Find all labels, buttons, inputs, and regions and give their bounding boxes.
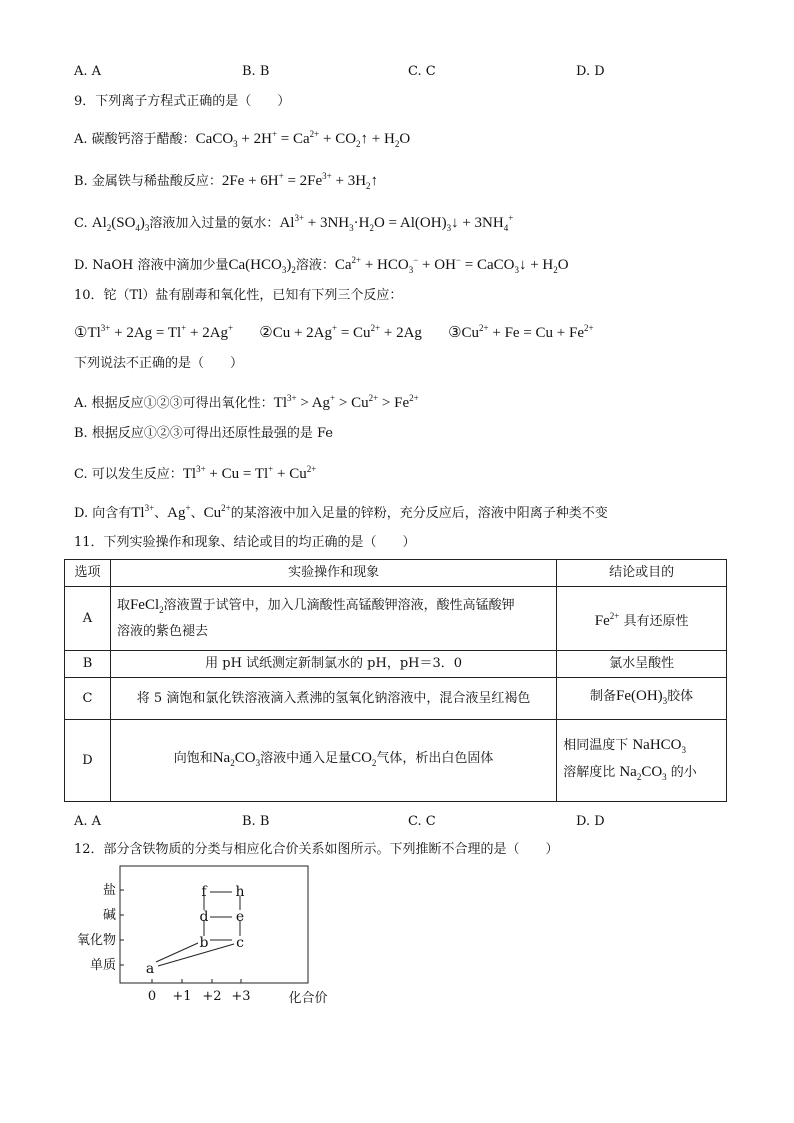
- header-option: 选项: [65, 560, 111, 587]
- q9-d-label-pre: D. NaOH 溶液中滴加少量: [74, 258, 229, 273]
- row-c-product: $Fe(OH)_3$: [616, 688, 668, 706]
- q10-a-label: A. 根据反应①②③可得出氧化性：: [74, 396, 274, 411]
- row-c-concl-post: 胶体: [667, 689, 694, 704]
- q9-c-label-pre: C.: [74, 216, 92, 231]
- row-d-conclusion: [557, 720, 727, 802]
- y-label-oxide: 氧化物: [76, 933, 116, 948]
- q10-option-b: B. 根据反应①②③可得出还原性最强的是 Fe: [74, 426, 333, 441]
- q10-d-sep-2: 、: [190, 506, 204, 521]
- row-a-option: A: [65, 587, 111, 651]
- row-c-option: C: [65, 678, 111, 720]
- q10-option-c: [74, 459, 316, 485]
- row-d-op-pre: 向饱和: [173, 751, 213, 766]
- x-label-1: +1: [172, 989, 192, 1004]
- q10-d-ion-1: $Tl^{3+}$: [131, 503, 155, 521]
- x-label-0: 0: [147, 989, 157, 1004]
- q10-reaction-2: ②Cu + $2Ag^+ = Cu^{2+} + 2Ag$: [259, 323, 422, 341]
- q9-d-equation: $Ca^{2+} + HCO_3^- + OH^-$ = CaCO$_3$↓ + $H_2O$: [334, 255, 569, 275]
- q10-d-sep-1: 、: [154, 506, 168, 521]
- y-ticks: [120, 890, 124, 965]
- row-d-op-mid: 溶液中通入足量: [260, 751, 352, 766]
- q10-reaction-1: $①Tl^{3+} + 2Ag = Tl^+ + 2Ag^+$: [74, 323, 234, 341]
- row-d-operation: [110, 720, 556, 802]
- row-a-concl-post: 具有还原性: [619, 613, 689, 629]
- x-label-2: +2: [202, 989, 222, 1004]
- option-b: B. B: [242, 64, 270, 79]
- q12-stem: 12．部分含铁物质的分类与相应化合价关系如图所示。下列推断不合理的是（ ）: [74, 842, 559, 857]
- q11-stem: 11．下列实验操作和现象、结论或目的均正确的是（ ）: [74, 535, 416, 550]
- option-d: D. D: [576, 64, 605, 79]
- point-f: f: [201, 884, 207, 900]
- option-d: D. D: [576, 814, 605, 829]
- q9-c-reagent: $Al_2(SO_4)_3$: [91, 215, 150, 233]
- x-axis-title: 化合价: [288, 991, 328, 1006]
- header-operation: 实验操作和现象: [110, 560, 556, 587]
- point-c: c: [236, 935, 244, 951]
- diagram-connections: [156, 892, 240, 966]
- table-row: [65, 587, 727, 651]
- q10-stem: 10．铊（Tl）盐有剧毒和氧化性，已知有下列三个反应：: [74, 288, 403, 303]
- row-d-option: D: [65, 720, 111, 802]
- iron-valence-diagram: [60, 860, 380, 1015]
- row-b-conclusion: 氯水呈酸性: [557, 651, 727, 678]
- q10-option-d: [74, 498, 608, 524]
- row-c-concl-pre: 制备: [590, 689, 617, 704]
- row-c-operation: 将 5 滴饱和氯化铁溶液滴入煮沸的氢氧化钠溶液中，混合液呈红褐色: [110, 678, 556, 720]
- option-b: B. B: [242, 814, 270, 829]
- row-a-op-pre: 取: [116, 598, 130, 613]
- q10-d-label-post: 的某溶液中加入足量的锌粉，充分反应后，溶液中阳离子种类不变: [230, 506, 608, 521]
- option-c: C. C: [408, 64, 436, 79]
- row-d-reagent-2: $CO_2$: [351, 750, 377, 768]
- row-c-conclusion: [557, 678, 727, 720]
- header-conclusion: 结论或目的: [557, 560, 727, 587]
- y-label-salt: 盐: [102, 883, 116, 898]
- q10-c-label: C. 可以发生反应：: [74, 467, 183, 482]
- option-a: A. A: [74, 64, 102, 79]
- row-a-ion: $Fe^{2+}$: [594, 610, 620, 629]
- y-label-element: 单质: [89, 958, 116, 973]
- row-d-concl-line2-pre: 溶解度比: [563, 764, 620, 780]
- row-d-reagent-1: $Na_2CO_3$: [212, 750, 261, 768]
- x-ticks: [152, 979, 241, 983]
- table-row: [65, 720, 727, 802]
- q9-d-label-post: 溶液：: [295, 258, 335, 273]
- point-d: d: [199, 909, 209, 925]
- q10-d-ion-3: $Cu^{2+}$: [203, 503, 231, 521]
- row-a-op-post: 溶液置于试管中，加入几滴酸性高锰酸钾溶液，酸性高锰酸钾: [163, 598, 515, 613]
- row-a-conclusion: [557, 587, 727, 651]
- row-d-concl-line1-pre: 相同温度下: [563, 737, 633, 753]
- row-a-reagent: FeCl$_2$: [129, 597, 164, 615]
- row-a-op-line2: 溶液的紫色褪去: [116, 624, 208, 639]
- q10-option-a: [74, 388, 419, 414]
- q9-option-a: [74, 124, 410, 154]
- y-label-base: 碱: [102, 908, 116, 923]
- q9-d-reagent: $Ca(HCO_3)_2$: [228, 257, 296, 275]
- options-row-bottom: [74, 814, 634, 834]
- row-d-op-post: 气体，析出白色固体: [376, 751, 494, 766]
- row-d-concl-reagent-2: $Na_2CO_3$: [619, 763, 667, 782]
- point-b: b: [199, 935, 209, 951]
- q9-option-b: [74, 166, 378, 196]
- q10-sub-stem: 下列说法不正确的是（ ）: [74, 356, 244, 371]
- q10-reactions: [74, 318, 594, 344]
- table-header-row: [65, 560, 727, 587]
- q10-a-equation: $Tl^{3+} > Ag^+ > Cu^{2+} > Fe^{2+}$: [273, 393, 419, 411]
- q9-a-equation: CaCO$_3$ + $2H^+ = Ca^{2+}$ + $CO_2↑ + H_2O$: [195, 129, 411, 149]
- q9-option-d: [74, 250, 569, 280]
- option-c: C. C: [408, 814, 436, 829]
- point-a: a: [145, 961, 155, 977]
- table-row: [65, 678, 727, 720]
- q9-b-label: B. 金属铁与稀盐酸反应：: [74, 174, 222, 189]
- row-d-concl-line2-post: 的小: [666, 764, 697, 780]
- q10-c-equation: $Tl^{3+} + Cu = Tl^+ + Cu^{2+}$: [182, 464, 317, 482]
- option-a: A. A: [74, 814, 102, 829]
- q10-d-label-pre: D. 向含有: [74, 506, 132, 521]
- row-a-operation: [110, 587, 556, 651]
- q9-option-c: [74, 208, 513, 238]
- q9-c-equation: $Al^{3+} + 3NH_3\cdot H_2O$ = $Al(OH)_3↓ + 3NH_4^+$: [279, 213, 514, 233]
- row-b-option: B: [65, 651, 111, 678]
- q9-c-label-post: 溶液加入过量的氨水：: [149, 216, 280, 231]
- options-row-top: [74, 64, 634, 84]
- q9-b-equation: $2Fe + 6H^+ = 2Fe^{3+}$ + $3H_2↑$: [221, 171, 379, 191]
- row-d-concl-reagent-1: NaHCO$_3$: [632, 736, 686, 755]
- row-b-operation: 用 pH 试纸测定新制氯水的 pH，pH＝3．0: [110, 651, 556, 678]
- q10-d-ion-2: Ag+: [167, 503, 191, 521]
- table-row: [65, 651, 727, 678]
- point-e: e: [235, 909, 245, 925]
- point-h: h: [235, 884, 245, 900]
- q11-table: [64, 559, 727, 802]
- q9-a-label: A. 碳酸钙溶于醋酸：: [74, 132, 196, 147]
- q9-stem: 9．下列离子方程式正确的是（ ）: [74, 94, 291, 109]
- x-label-3: +3: [231, 989, 251, 1004]
- q10-reaction-3: $③Cu^{2+} + Fe = Cu + Fe^{2+}$: [448, 323, 594, 341]
